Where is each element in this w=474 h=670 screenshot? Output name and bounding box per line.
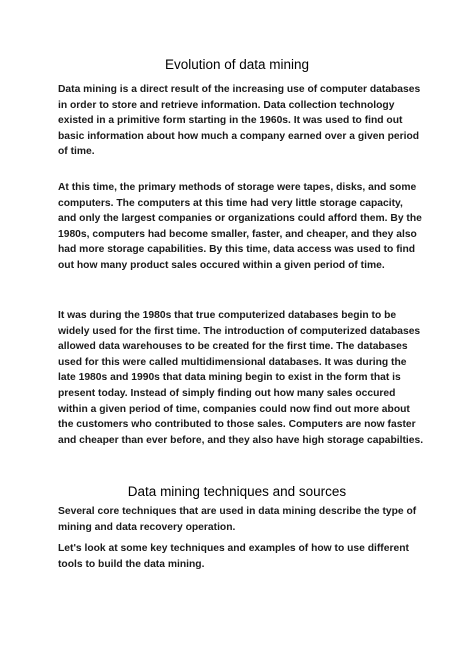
paragraph-key-techniques: Let's look at some key techniques and examples of how to use different tools to build the data mining. — [58, 543, 409, 570]
paragraph-core-techniques: Several core techniques that are used in data mining describe the type of mining and data recovery operation. — [58, 506, 417, 533]
page-title: Evolution of data mining — [164, 57, 310, 72]
paragraph-data-mining-origin: Data mining is a direct result of the increasing use of computer databases in order to store and retrieve information. Data collection technology existed in a primitive form starting in the 1960s. It was used to find out basic information about how much a company earned over a given period of time. — [58, 84, 421, 158]
paragraph-storage-history: At this time, the primary methods of storage were tapes, disks, and some computers. The computers at this time had very little storage capacity, and only the largest companies or organizations could afford them. By the 1980s, computers had become smaller, faster, and cheaper, and they also had more storage capabilities. By this time, data access was used to find out how many product sales occured within a given period of time. — [58, 182, 422, 271]
section-title-techniques: Data mining techniques and sources — [127, 484, 347, 499]
paragraph-computerized-databases: It was during the 1980s that true computerized databases begin to be widely used for the first time. The introduction of computerized databases allowed data warehouses to be created for the first time. The databases used for this were called multidimensional databases. It was during the late 1980s and 1990s that data mining begin to exist in the form that is present today. Instead of simply finding out how many sales occured within a given period of time, companies could now find out more about the customers who contributed to those sales. Computers are now faster and cheaper than ever before, and they also have high storage capabilties. — [58, 310, 424, 446]
